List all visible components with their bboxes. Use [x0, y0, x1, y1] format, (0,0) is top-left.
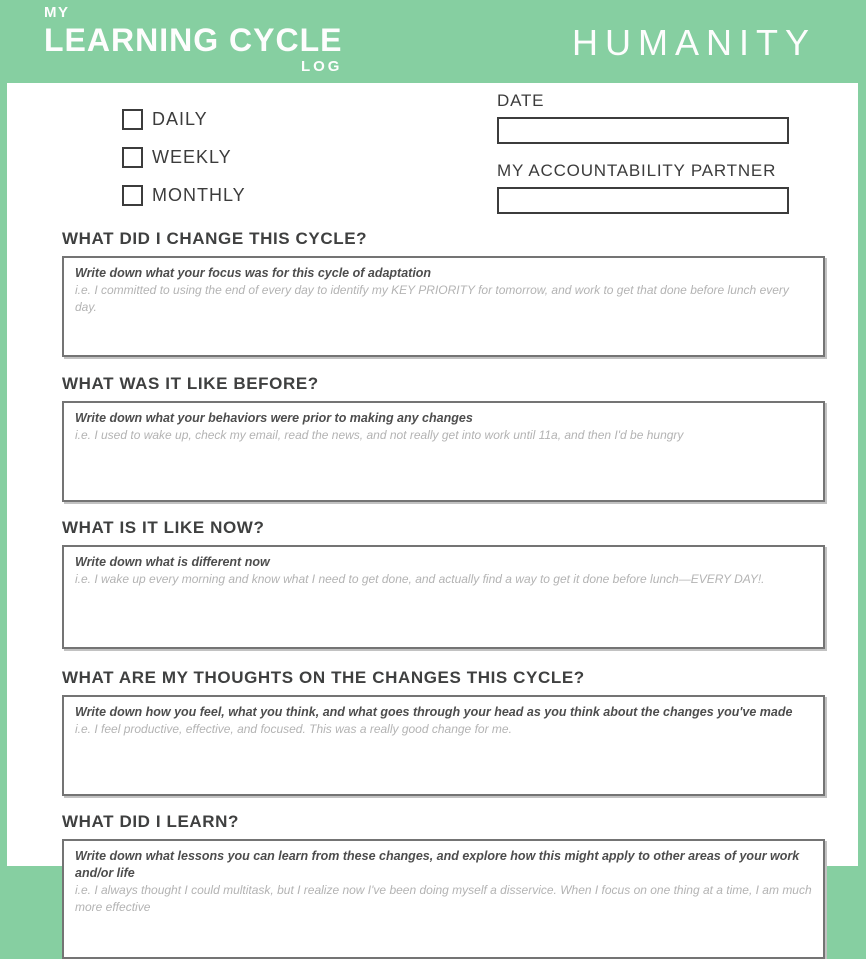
section-what-was-it-like-before — [62, 374, 825, 502]
checkbox-daily-label: DAILY — [152, 108, 208, 129]
frequency-row-monthly — [122, 184, 246, 206]
frequency-row-weekly — [122, 146, 246, 168]
brand-logo — [44, 4, 342, 76]
section-example: i.e. I used to wake up, check my email, read the news, and not really get into work until 11a, and then I'd be hungry — [75, 428, 684, 442]
section-textarea[interactable] — [62, 256, 825, 357]
checkbox-daily[interactable] — [122, 109, 143, 130]
section-textarea[interactable] — [62, 839, 825, 959]
header-banner — [0, 0, 866, 83]
section-what-did-i-learn — [62, 812, 825, 959]
section-example: i.e. I committed to using the end of every day to identify my KEY PRIORITY for tomorrow, and work to get that done before lunch every day. — [75, 283, 789, 314]
section-heading: WHAT ARE MY THOUGHTS ON THE CHANGES THIS CYCLE? — [62, 668, 585, 687]
section-example: i.e. I wake up every morning and know what I need to get done, and actually find a way to get it done before lunch—EVERY DAY!. — [75, 572, 765, 586]
partner-field-group — [497, 161, 789, 214]
checkbox-monthly[interactable] — [122, 185, 143, 206]
section-prompt: Write down what lessons you can learn from these changes, and explore how this might apply to other areas of your work and/or life — [75, 849, 800, 880]
section-what-is-it-like-now — [62, 518, 825, 649]
form-page — [7, 83, 858, 914]
brand-main-label: LEARNING CYCLE — [44, 22, 343, 58]
section-my-thoughts — [62, 668, 825, 796]
date-field-group — [497, 91, 789, 144]
company-logo: HUMANITY — [572, 22, 816, 63]
brand-sub-label: LOG — [300, 58, 343, 75]
section-prompt: Write down what your focus was for this cycle of adaptation — [75, 266, 432, 280]
partner-input[interactable] — [497, 187, 789, 214]
section-what-did-i-change — [62, 229, 825, 357]
section-textarea[interactable] — [62, 545, 825, 649]
section-heading: WHAT IS IT LIKE NOW? — [62, 518, 265, 537]
date-input[interactable] — [497, 117, 789, 144]
section-textarea[interactable] — [62, 401, 825, 502]
section-prompt: Write down what is different now — [75, 555, 270, 569]
section-prompt: Write down how you feel, what you think, and what goes through your head as you think about the changes you've made — [75, 705, 793, 719]
frequency-row-daily — [122, 108, 246, 130]
checkbox-weekly[interactable] — [122, 147, 143, 168]
section-heading: WHAT DID I LEARN? — [62, 812, 240, 831]
section-example: i.e. I feel productive, effective, and focused. This was a really good change for me. — [75, 722, 512, 736]
section-heading: WHAT WAS IT LIKE BEFORE? — [62, 374, 319, 393]
section-heading: WHAT DID I CHANGE THIS CYCLE? — [62, 229, 368, 248]
frequency-checkbox-group — [122, 108, 246, 222]
section-example: i.e. I always thought I could multitask, but I realize now I've been doing myself a disservice. When I focus on one thing at a time, I am much more effective — [75, 883, 812, 914]
date-label: DATE — [497, 91, 545, 110]
section-textarea[interactable] — [62, 695, 825, 796]
checkbox-weekly-label: WEEKLY — [152, 146, 232, 167]
partner-label: MY ACCOUNTABILITY PARTNER — [497, 161, 777, 180]
section-prompt: Write down what your behaviors were prior to making any changes — [75, 411, 473, 425]
brand-top-label: MY — [44, 4, 70, 21]
checkbox-monthly-label: MONTHLY — [152, 184, 246, 205]
